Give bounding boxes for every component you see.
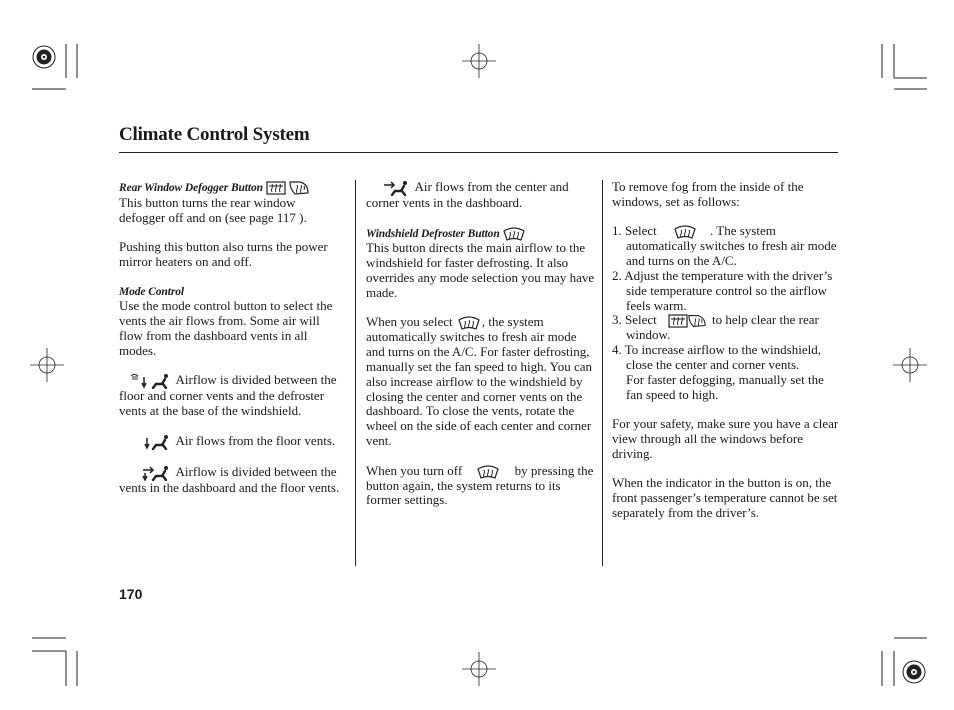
rear-defogger-icon [668, 314, 688, 328]
column-3 [612, 180, 840, 521]
rear-defogger-heading: Rear Window Defogger Button [119, 182, 263, 194]
windshield-defrost-icon [503, 227, 525, 241]
step-3 [612, 313, 840, 343]
indicator-text: When the indicator in the button is on, the front passenger’s temperature cannot be set separately from the driver’s. [612, 475, 838, 520]
step-4-extra: For faster defogging, manually set the fan speed to high. [626, 371, 824, 402]
step-3-before: 3. Select [612, 312, 657, 328]
windshield-heading: Windshield Defroster Button [366, 227, 500, 240]
fog-intro-text: To remove fog from the inside of the windows, set as follows: [612, 179, 804, 209]
windshield-text: This button directs the main airflow to the windshield for faster defrosting. It also overrides any mode selection you may have made. [366, 240, 595, 300]
column-1 [119, 180, 344, 495]
rear-defogger-text: This button turns the rear window defogger off and on (see page 117 ). [119, 194, 307, 225]
mirror-text: Pushing this button also turns the power mirror heaters on and off. [119, 239, 328, 269]
mode-text: Use the mode control button to select the vents the air flows from. Some air will flow from the dashboard vents in all modes. [119, 298, 333, 358]
title-rule [119, 152, 838, 153]
column-divider [355, 180, 356, 566]
step-1 [612, 224, 840, 269]
page-number: 170 [119, 586, 143, 602]
turnoff-after-text: by pressing the button again, the system returns to its former settings. [366, 462, 594, 508]
mirror-heater-icon [289, 181, 309, 195]
select-before-text: When you select [366, 314, 453, 330]
mode-heading: Mode Control [119, 285, 184, 298]
turnoff-before-text: When you turn off [366, 462, 463, 478]
step-1-before: 1. Select [612, 223, 657, 239]
mode-dash-text: Air flows from the center and corner vents in the dashboard. [366, 179, 569, 211]
step-2: 2. Adjust the temperature with the driver’s side temperature control so the airflow feels warm. [612, 268, 833, 313]
safety-text: For your safety, make sure you have a clear view through all the windows before driving. [612, 416, 839, 461]
floor-defrost-mode-icon [129, 373, 173, 389]
step-3-after: to help clear the rear window. [626, 312, 819, 343]
mode-floor-defrost-text: Airflow is divided between the floor and corner vents and the defroster vents at the base of the windshield. [119, 372, 337, 419]
mode-bilevel-text: Airflow is divided between the vents in the dashboard and the floor vents. [119, 463, 340, 495]
windshield-defrost-icon [471, 465, 505, 479]
step-4: 4. To increase airflow to the windshield, close the center and corner vents. [612, 342, 821, 372]
rear-defogger-icon [266, 181, 286, 195]
windshield-defrost-icon [668, 225, 702, 239]
bilevel-mode-icon [129, 465, 173, 481]
step-1-after: . The system automatically switches to fresh air mode and turns on the A/C. [626, 223, 837, 269]
select-after-text: , the system automatically switches to fresh air mode and turns on the A/C. For faster defrosting, manually set the fan speed to high. You can also increase airflow to the windshield by closing the center and corner vents on the dashboard. To close the vents, rotate the wheel on the side of each center and corner vent. [366, 314, 593, 448]
page-title: Climate Control System [119, 124, 310, 145]
windshield-defrost-icon [456, 316, 482, 330]
floor-mode-icon [129, 434, 173, 450]
mode-floor-text: Air flows from the floor vents. [175, 432, 336, 448]
mirror-heater-icon [688, 314, 706, 328]
dashboard-mode-icon [368, 180, 412, 196]
column-divider [602, 180, 603, 566]
column-2 [366, 180, 596, 508]
